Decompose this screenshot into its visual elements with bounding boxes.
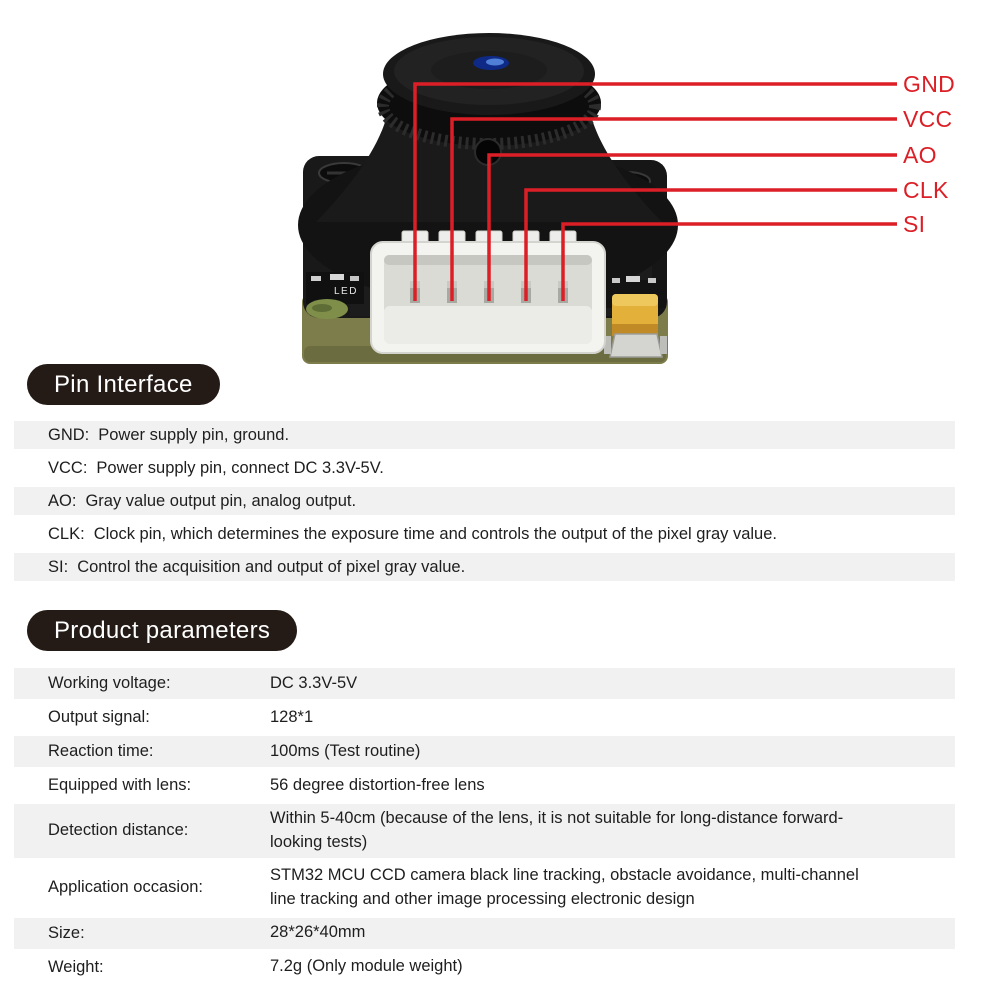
param-label: Output signal:: [48, 708, 150, 726]
pin-description: Power supply pin, connect DC 3.3V-5V.: [96, 458, 384, 477]
camera-module-illustration: [0, 0, 1000, 370]
param-label: Reaction time:: [48, 742, 154, 760]
pin-name: CLK:: [48, 524, 85, 543]
product-parameters-table: [14, 668, 955, 986]
param-label: Application occasion:: [48, 878, 204, 897]
param-row-detection-distance: [14, 804, 955, 858]
pin-description: Control the acquisition and output of pixel gray value.: [77, 557, 466, 576]
pin-name: VCC:: [48, 458, 88, 477]
param-value: DC 3.3V-5V: [270, 673, 358, 692]
param-value: 28*26*40mm: [270, 923, 366, 942]
pin-row-gnd: [14, 421, 955, 449]
pin-callout-vcc: VCC: [903, 106, 953, 132]
pin-description: Gray value output pin, analog output.: [85, 491, 357, 510]
param-value: 128*1: [270, 707, 314, 726]
pin-callout-clk: CLK: [903, 177, 949, 203]
pin-row-vcc: [14, 454, 955, 482]
param-value: 100ms (Test routine): [270, 741, 421, 760]
camera-photo-section: [0, 0, 1000, 370]
param-row-equipped-with-lens: [14, 770, 955, 801]
param-value: 7.2g (Only module weight): [270, 957, 463, 976]
pin-row-clk: [14, 520, 955, 548]
param-row-working-voltage: [14, 668, 955, 699]
param-row-size: [14, 918, 955, 949]
pin-name: AO:: [48, 491, 77, 510]
param-label: Size:: [48, 923, 85, 942]
pin-row-ao: [14, 487, 955, 515]
param-row-reaction-time: [14, 736, 955, 767]
metal-component: [610, 334, 662, 357]
silkscreen-led-label: LED: [334, 286, 358, 297]
pin-callout-gnd: GND: [903, 71, 956, 97]
pcb-right-components: [604, 276, 667, 357]
param-value: Within 5-40cm (because of the lens, it is not suitable for long-distance forward-looking tests): [270, 809, 844, 851]
pin-interface-list: [14, 421, 955, 586]
section-title-product-parameters: Product parameters: [27, 610, 297, 651]
param-row-output-signal: [14, 702, 955, 733]
param-label: Detection distance:: [48, 821, 189, 840]
pin-callout-si: SI: [903, 211, 926, 237]
pin-row-si: [14, 553, 955, 581]
pin-callout-ao: AO: [903, 142, 937, 168]
param-label: Weight:: [48, 957, 104, 976]
pin-name: SI:: [48, 557, 69, 576]
pin-description: Clock pin, which determines the exposure time and controls the output of the pixel gray value.: [93, 524, 777, 543]
pin-description: Power supply pin, ground.: [98, 425, 290, 444]
param-row-weight: [14, 952, 955, 983]
param-value: STM32 MCU CCD camera black line tracking, obstacle avoidance, multi-channel line tracking and other image processing electronic design: [270, 865, 859, 908]
param-row-application-occasion: [14, 861, 955, 915]
section-title-pin-interface: Pin Interface: [27, 364, 220, 405]
param-label: Working voltage:: [48, 674, 171, 692]
param-label: Equipped with lens:: [48, 776, 192, 794]
pin-name: GND:: [48, 425, 90, 444]
param-value: 56 degree distortion-free lens: [270, 775, 485, 794]
